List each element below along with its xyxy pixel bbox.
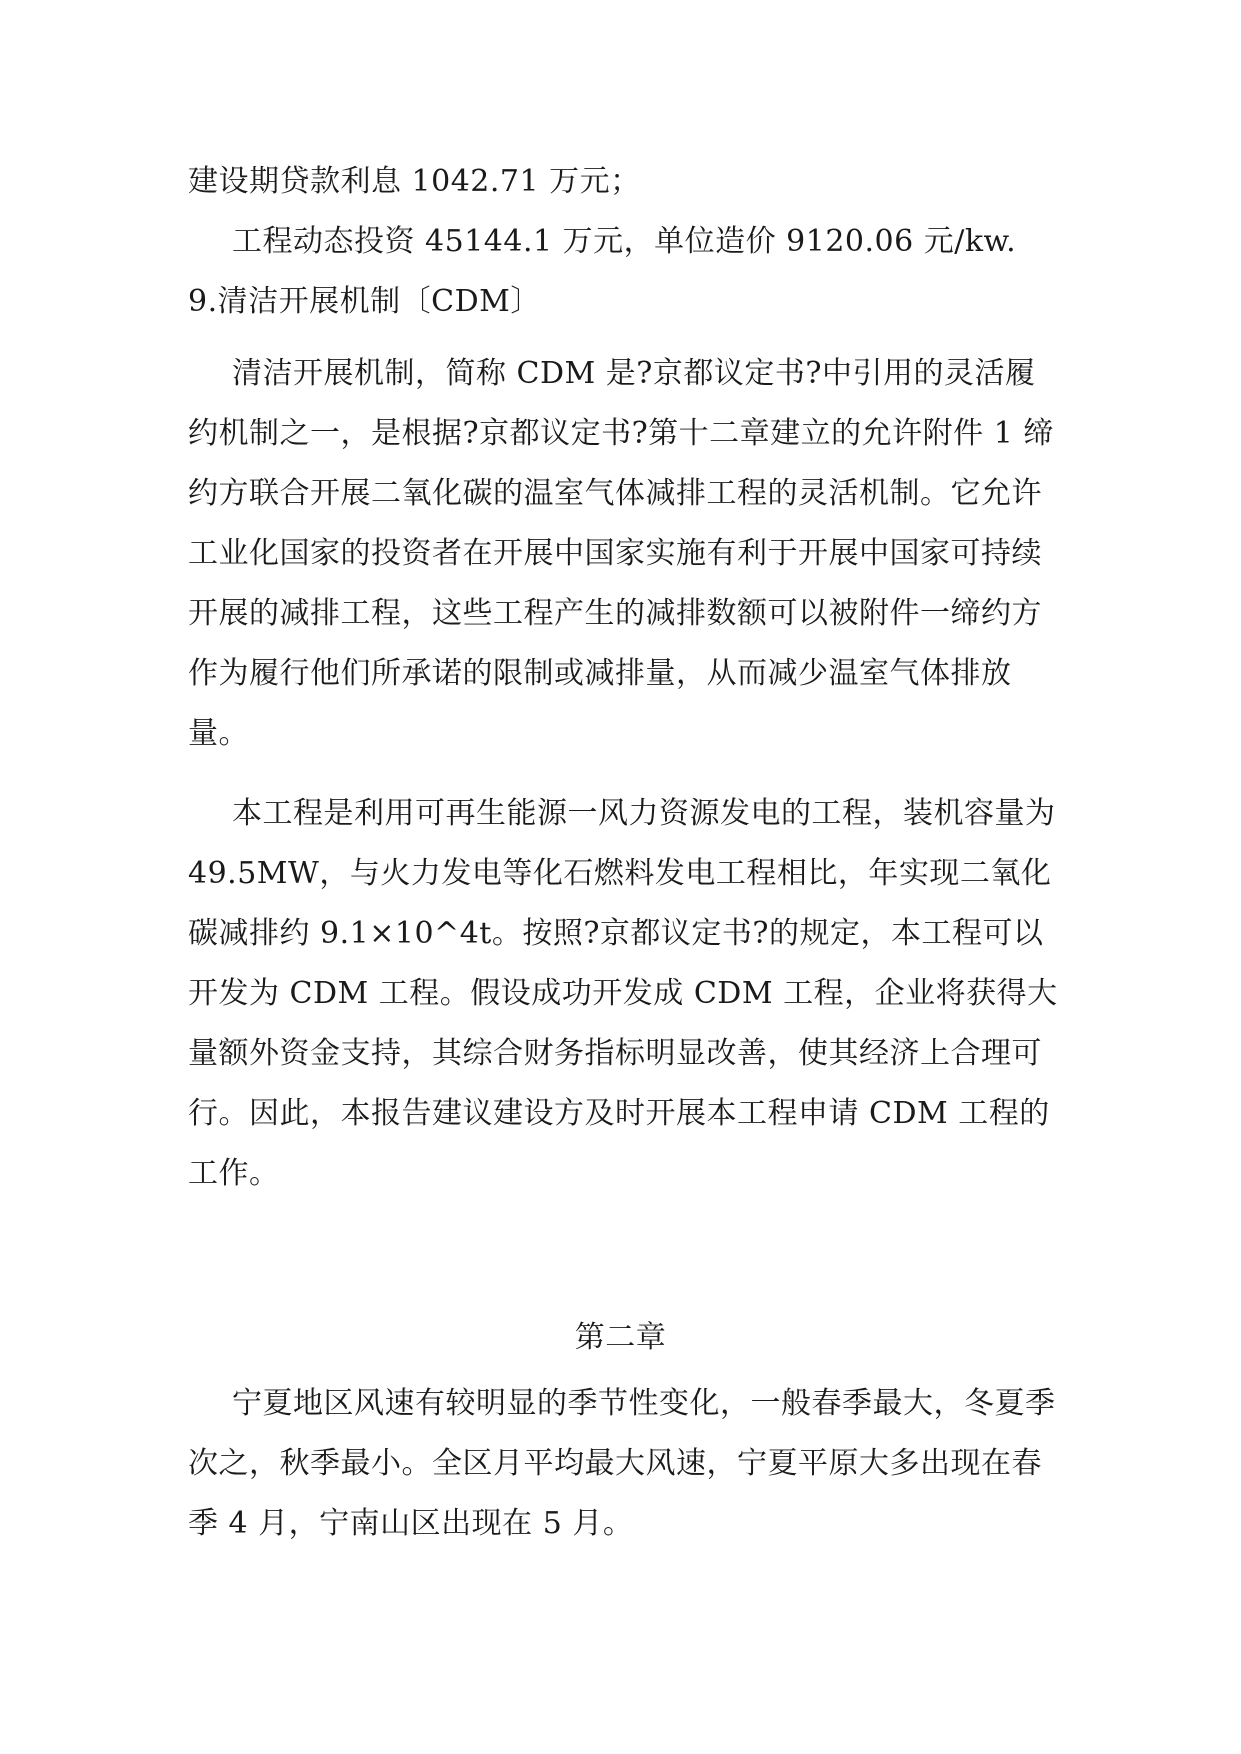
project-cdm-paragraph: 本工程是利用可再生能源一风力资源发电的工程，装机容量为 49.5MW，与火力发电等化石燃料发电工程相比，年实现二氧化碳减排约 9.1×10^4t。按照?京都议定书?的规定，本工程可以开发为 CDM 工程。假设成功开发成 CDM 工程，企业将获得大量额外资金支持，其综合财务指标明显改善，使其经济上合理可行。因此，本报告建议建设方及时开展本工程申请 CDM 工程的工作。 [188,796,1066,1191]
section-heading-cdm: 9.清洁开展机制〔CDM〕 [188,284,541,319]
loan-interest-line: 建设期贷款利息 1042.71 万元； [188,164,641,199]
dynamic-investment-line: 工程动态投资 45144.1 万元，单位造价 9120.06 元/kw. [232,224,1017,259]
chapter-title: 第二章 [574,1320,667,1355]
cdm-definition-paragraph: 清洁开展机制，简称 CDM 是?京都议定书?中引用的灵活履约机制之一，是根据?京都议定书?第十二章建立的允许附件 1 缔约方联合开展二氧化碳的温室气体减排工程的灵活机制。它允许工业化国家的投资者在开展中国家实施有利于开展中国家可持续开展的减排工程，这些工程产生的减排数额可以被附件一缔约方作为履行他们所承诺的限制或减排量，从而减少温室气体排放量。 [188,356,1054,751]
wind-season-paragraph: 宁夏地区风速有较明显的季节性变化，一般春季最大，冬夏季次之，秋季最小。全区月平均最大风速，宁夏平原大多出现在春季 4 月，宁南山区出现在 5 月。 [188,1386,1056,1541]
